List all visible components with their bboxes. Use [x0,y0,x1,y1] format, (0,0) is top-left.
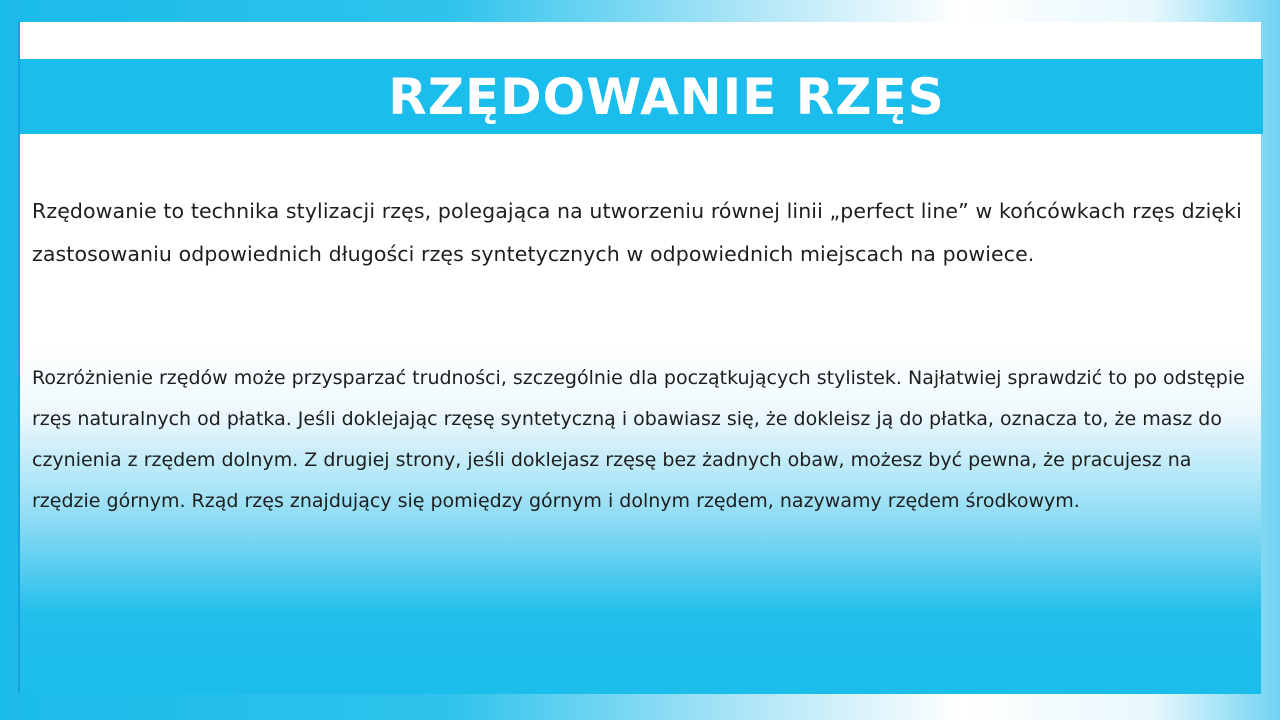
paragraph-definition: Rzędowanie to technika stylizacji rzęs, polegająca na utworzeniu równej linii „perfect line” w końcówkach rzęs dzięki zastosowaniu odpowiednich długości rzęs syntetycznych w odpowiednich miejscach na powiece. [32,199,1242,266]
paragraph-row-distinction: Rozróżnienie rzędów może przysparzać trudności, szczególnie dla początkujących stylistek. Najłatwiej sprawdzić to po odstępie rzęs naturalnych od płatka. Jeśli doklejając rzęsę syntetyczną i obawiasz się, że doklеisz ją do płatka, oznacza to, że masz do czynienia z rzędem dolnym. Z drugiej strony, jeśli doklejasz rzęsę bez żadnych obaw, możesz być pewna, że pracujesz na rzędzie górnym. Rząd rzęs znajdujący się pomiędzy górnym i dolnym rzędem, nazywamy rzędem środkowym. [32,367,1245,512]
slide [18,22,1261,694]
slide-title: RZĘDOWANIE RZĘS [388,67,945,126]
title-banner [20,59,1263,134]
